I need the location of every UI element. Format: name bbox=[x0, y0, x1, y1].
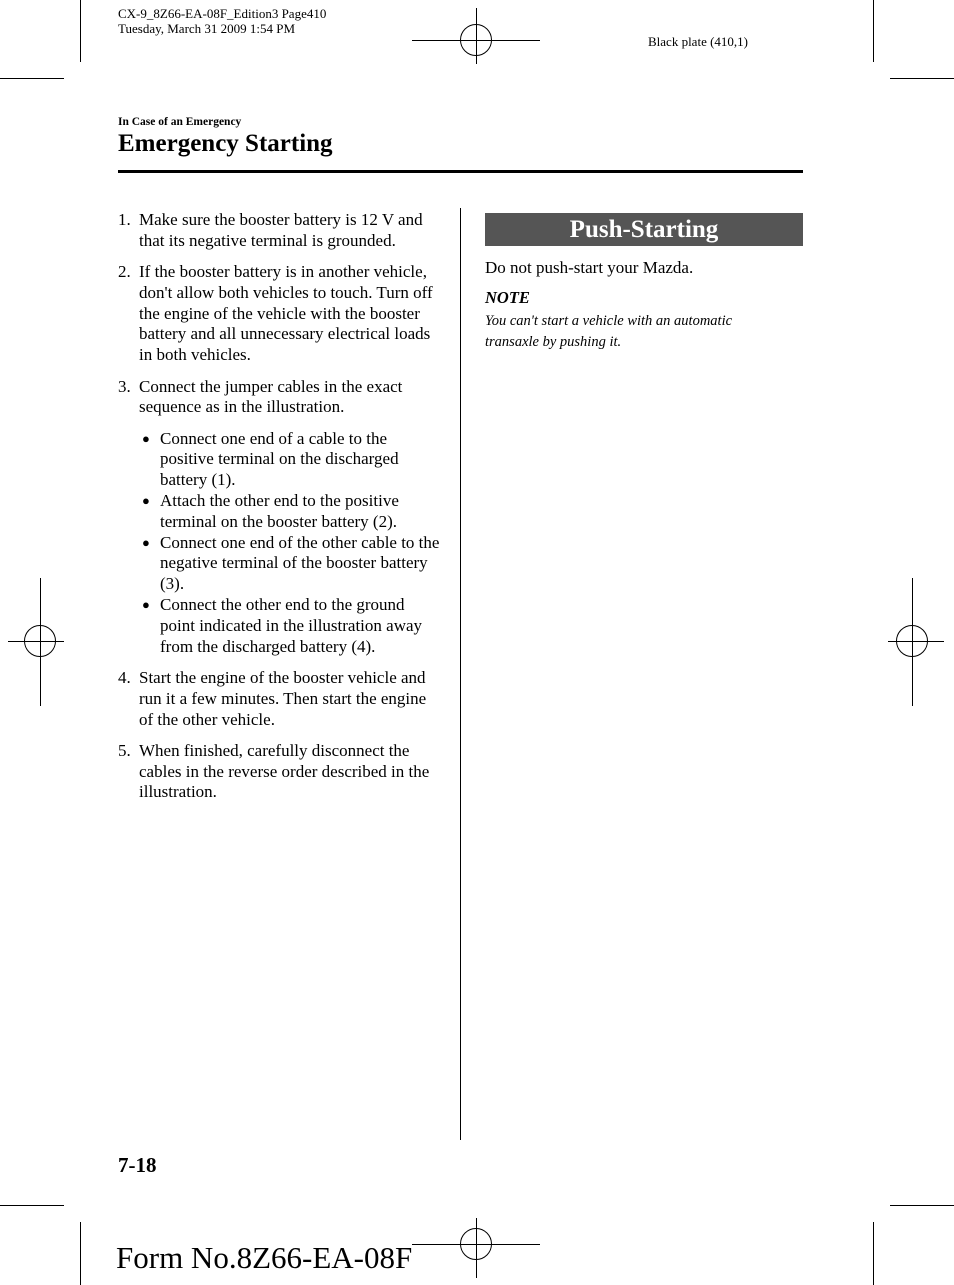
list-item bbox=[118, 377, 440, 419]
item-text: When finished, carefully disconnect the cables in the reverse order described in the illustration. bbox=[139, 740, 430, 802]
bullet-item bbox=[118, 491, 440, 533]
item-number: 4. bbox=[118, 667, 131, 687]
item-text: Start the engine of the booster vehicle and run it a few minutes. Then start the engine of the other vehicle. bbox=[139, 667, 427, 729]
section-category: In Case of an Emergency bbox=[118, 116, 242, 128]
bullet-text: Connect one end of a cable to the positive terminal on the discharged battery (1). bbox=[160, 428, 399, 490]
registration-circle bbox=[460, 24, 492, 56]
registration-circle bbox=[460, 1228, 492, 1260]
bullet-icon: ● bbox=[142, 493, 150, 509]
print-job-line2: Tuesday, March 31 2009 1:54 PM bbox=[118, 21, 296, 36]
crop-mark bbox=[890, 78, 954, 79]
bullet-item bbox=[118, 533, 440, 595]
instructions-list bbox=[118, 210, 440, 814]
print-job-line1: CX-9_8Z66-EA-08F_Edition3 Page410 bbox=[118, 6, 327, 21]
note-label: NOTE bbox=[485, 288, 530, 307]
bullet-item bbox=[118, 429, 440, 491]
registration-circle bbox=[896, 625, 928, 657]
list-item bbox=[118, 262, 440, 366]
plate-label: Black plate (410,1) bbox=[648, 34, 748, 49]
item-text: Make sure the booster battery is 12 V and that its negative terminal is grounded. bbox=[139, 210, 423, 250]
bullet-icon: ● bbox=[142, 534, 150, 550]
list-item bbox=[118, 210, 440, 252]
crop-mark bbox=[80, 1222, 81, 1285]
push-starting-text: Do not push-start your Mazda. bbox=[485, 258, 694, 277]
item-number: 3. bbox=[118, 376, 131, 396]
push-starting-heading: Push-Starting bbox=[485, 213, 803, 246]
crop-mark bbox=[873, 1222, 874, 1285]
title-rule bbox=[118, 170, 803, 173]
column-divider bbox=[460, 208, 461, 1140]
bullet-text: Connect one end of the other cable to the negative terminal of the booster battery (3). bbox=[160, 532, 440, 594]
crop-mark bbox=[0, 78, 64, 79]
note-text: You can't start a vehicle with an automatic transaxle by pushing it. bbox=[485, 313, 733, 350]
bullet-icon: ● bbox=[142, 597, 150, 613]
form-number: Form No.8Z66-EA-08F bbox=[116, 1240, 413, 1275]
bullet-text: Attach the other end to the positive terminal on the booster battery (2). bbox=[160, 491, 399, 531]
crop-mark bbox=[890, 1205, 954, 1206]
bullet-text: Connect the other end to the ground point indicated in the illustration away from the discharged battery (4). bbox=[160, 595, 423, 656]
page-number: 7-18 bbox=[118, 1153, 157, 1177]
item-number: 5. bbox=[118, 740, 131, 760]
item-number: 2. bbox=[118, 262, 131, 282]
list-item bbox=[118, 668, 440, 730]
list-item bbox=[118, 741, 440, 803]
bullet-icon: ● bbox=[142, 430, 150, 446]
bullet-item bbox=[118, 595, 440, 657]
item-text: Connect the jumper cables in the exact sequence as in the illustration. bbox=[139, 376, 403, 417]
registration-circle bbox=[24, 625, 56, 657]
page-title: Emergency Starting bbox=[118, 130, 333, 157]
item-text: If the booster battery is in another vehicle, don't allow both vehicles to touch. Turn off the engine of the vehicle with the booster battery and all unnecessary electrical loads in both vehicles. bbox=[139, 262, 433, 365]
print-job-info bbox=[118, 6, 326, 36]
connection-steps bbox=[118, 429, 440, 658]
crop-mark bbox=[80, 0, 81, 62]
crop-mark bbox=[0, 1205, 64, 1206]
item-number: 1. bbox=[118, 210, 131, 229]
crop-mark bbox=[873, 0, 874, 62]
